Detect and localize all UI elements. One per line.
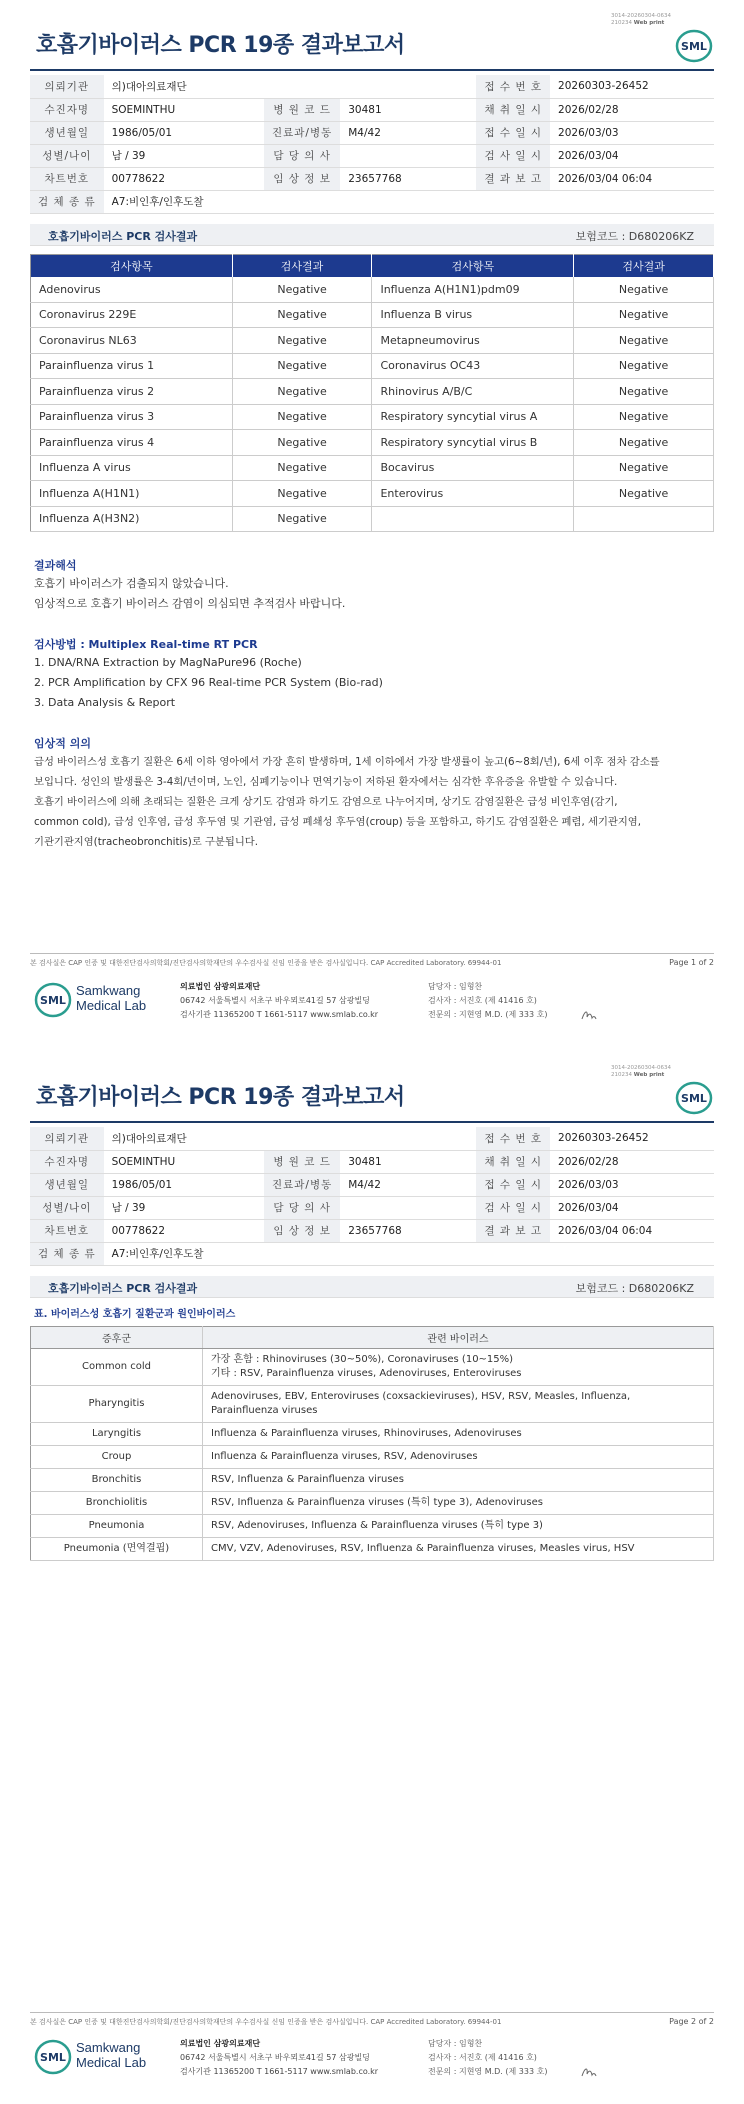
- org-address: 06742 서울특별시 서초구 바우뫼로41길 57 삼광빌딩: [180, 996, 370, 1005]
- test-item-cell: Influenza A(H1N1)pdm09: [372, 277, 574, 303]
- interpretation-heading: 결과해석: [34, 559, 77, 572]
- sex-age-value: 남 / 39: [104, 1196, 264, 1219]
- accreditation-note: 본 검사실은 CAP 인증 및 대한진단검사의학회/진단검사의학재단의 우수검사실 신임 인증을 받은 검사실입니다. CAP Accredited Laboratory. 69944-01: [30, 2018, 502, 2026]
- test-item-cell: Parainfluenza virus 2: [31, 379, 233, 405]
- specimen-value: A7:비인후/인후도찰: [104, 1242, 714, 1265]
- hospital-code-label: 병 원 코 드: [264, 98, 340, 121]
- chart-no-value: 00778622: [104, 1219, 264, 1242]
- staff-tester: 검사자 : 서진호 (제 41416 호): [428, 996, 537, 1005]
- table-row: [31, 302, 714, 328]
- method-step: 2. PCR Amplification by CFX 96 Real-time PCR System (Bio-rad): [34, 676, 383, 689]
- test-result-cell: Negative: [232, 277, 372, 303]
- test-item-cell: Influenza B virus: [372, 302, 574, 328]
- chart-no-value: 00778622: [104, 167, 264, 190]
- collect-date-label: 채 취 일 시: [476, 1150, 550, 1173]
- test-item-cell: Parainfluenza virus 4: [31, 430, 233, 456]
- test-result-cell: Negative: [232, 379, 372, 405]
- table-row: [31, 430, 714, 456]
- result-section-header: [30, 1276, 714, 1298]
- related-virus-cell: RSV, Influenza & Parainfluenza viruses (특히 type 3), Adenoviruses: [203, 1492, 714, 1515]
- footer-logo-mark: SML: [40, 994, 66, 1007]
- sml-footer-logo-icon: [34, 2037, 74, 2077]
- receipt-no-value: 20260303-26452: [550, 1127, 714, 1150]
- syndrome-cell: Pneumonia: [31, 1515, 203, 1538]
- test-result-cell: Negative: [574, 379, 714, 405]
- staff-specialist: 전문의 : 지현영 M.D. (제 333 호): [428, 1010, 548, 1019]
- test-result-cell: Negative: [232, 481, 372, 507]
- org-address: 06742 서울특별시 서초구 바우뫼로41길 57 삼광빌딩: [180, 2053, 370, 2062]
- footer-divider: [30, 953, 714, 954]
- accreditation-note: 본 검사실은 CAP 인증 및 대한진단검사의학회/진단검사의학재단의 우수검사실 신임 인증을 받은 검사실입니다. CAP Accredited Laboratory. 69944-01: [30, 959, 502, 967]
- test-item-cell: Respiratory syncytial virus B: [372, 430, 574, 456]
- staff-manager: 담당자 : 임형찬: [428, 2039, 483, 2048]
- significance-line: 호흡기 바이러스에 의해 초래되는 질환은 크게 상기도 감염과 하기도 감염으로 나누어지며, 상기도 감염질환은 급성 비인후염(감기,: [34, 796, 618, 808]
- method-heading: 검사방법 : Multiplex Real-time RT PCR: [34, 638, 258, 651]
- clinical-info-label: 임 상 정 보: [264, 1219, 340, 1242]
- results-table: [30, 254, 714, 532]
- staff-info: [428, 2037, 547, 2079]
- results-column-header: 검사결과: [232, 255, 372, 277]
- dept-label: 진료과/병동: [264, 121, 340, 144]
- test-result-cell: Negative: [574, 328, 714, 354]
- chart-no-label: 차트번호: [30, 167, 104, 190]
- test-item-cell: [372, 506, 574, 532]
- dept-value: M4/42: [340, 121, 476, 144]
- org-name: 의료법인 삼광의료재단: [180, 982, 261, 991]
- receipt-date-label: 접 수 일 시: [476, 1173, 550, 1196]
- receipt-no-label: 접 수 번 호: [476, 75, 550, 98]
- receipt-no-value: 20260303-26452: [550, 75, 714, 98]
- test-item-cell: Metapneumovirus: [372, 328, 574, 354]
- receipt-date-value: 2026/03/03: [550, 1173, 714, 1196]
- related-virus-cell: RSV, Influenza & Parainfluenza viruses: [203, 1469, 714, 1492]
- organization-info: [180, 980, 378, 1022]
- test-result-cell: Negative: [232, 328, 372, 354]
- web-print-id: 3014-20260304-0634: [611, 13, 671, 19]
- web-print-label: Web print: [633, 1072, 665, 1078]
- test-item-cell: Enterovirus: [372, 481, 574, 507]
- test-result-cell: [574, 506, 714, 532]
- test-item-cell: Bocavirus: [372, 455, 574, 481]
- patient-value: SOEMINTHU: [104, 98, 264, 121]
- test-result-cell: Negative: [574, 455, 714, 481]
- table-row: [31, 1386, 714, 1423]
- related-virus-cell: 가장 흔함 : Rhinoviruses (30~50%), Coronaviruses (10~15%) 기타 : RSV, Parainfluenza viruses, Adenoviruses, Enteroviruses: [203, 1349, 714, 1386]
- significance-line: common cold), 급성 인후염, 급성 후두염 및 기관염, 급성 폐쇄성 후두염(croup) 등을 포함하고, 하기도 감염질환은 폐렴, 세기관지염,: [34, 816, 642, 828]
- related-virus-cell: Influenza & Parainfluenza viruses, Rhinoviruses, Adenoviruses: [203, 1423, 714, 1446]
- web-print-label: Web print: [633, 20, 665, 26]
- page-number: Page 2 of 2: [669, 2017, 714, 2026]
- report-date-value: 2026/03/04 06:04: [550, 1219, 714, 1242]
- dept-label: 진료과/병동: [264, 1173, 340, 1196]
- requester-label: 의뢰기관: [30, 1127, 104, 1150]
- clinical-info-label: 임 상 정 보: [264, 167, 340, 190]
- test-result-cell: Negative: [574, 302, 714, 328]
- table-row: [31, 353, 714, 379]
- test-date-label: 검 사 일 시: [476, 144, 550, 167]
- test-item-cell: Coronavirus OC43: [372, 353, 574, 379]
- doctor-label: 담 당 의 사: [264, 1196, 340, 1219]
- staff-specialist: 전문의 : 지현영 M.D. (제 333 호): [428, 2067, 548, 2076]
- table-row: [31, 1446, 714, 1469]
- staff-info: [428, 980, 547, 1022]
- syndrome-cell: Bronchitis: [31, 1469, 203, 1492]
- specimen-value: A7:비인후/인후도찰: [104, 190, 714, 213]
- test-result-cell: Negative: [232, 430, 372, 456]
- test-item-cell: Influenza A(H3N2): [31, 506, 233, 532]
- related-virus-cell: Adenoviruses, EBV, Enteroviruses (coxsackieviruses), HSV, RSV, Measles, Influenza, Parainfluenza viruses: [203, 1386, 714, 1423]
- table-row: [31, 277, 714, 303]
- table-row: [31, 481, 714, 507]
- sml-logo-icon: [674, 1080, 714, 1116]
- report-title: 호흡기바이러스 PCR 19종 결과보고서: [36, 33, 405, 58]
- dob-label: 생년월일: [30, 1173, 104, 1196]
- significance-text: [34, 752, 714, 852]
- test-date-value: 2026/03/04: [550, 1196, 714, 1219]
- test-result-cell: Negative: [574, 430, 714, 456]
- table-row: [31, 506, 714, 532]
- table-row: [31, 1469, 714, 1492]
- requester-value: 의)대아의료재단: [104, 1127, 477, 1150]
- result-section-header: [30, 224, 714, 246]
- interpretation-text: [34, 574, 714, 614]
- table-row: [31, 1515, 714, 1538]
- table-row: [31, 379, 714, 405]
- test-date-value: 2026/03/04: [550, 144, 714, 167]
- disease-column-header: 관련 바이러스: [203, 1327, 714, 1349]
- dob-value: 1986/05/01: [104, 1173, 264, 1196]
- significance-line: 보입니다. 성인의 발생률은 3-4회/년이며, 노인, 심폐기능이나 면역기능이 저하된 환자에서는 심각한 후유증을 유발할 수 있습니다.: [34, 776, 618, 788]
- test-result-cell: Negative: [232, 302, 372, 328]
- test-result-cell: Negative: [574, 353, 714, 379]
- table-row: [31, 404, 714, 430]
- patient-label: 수진자명: [30, 98, 104, 121]
- sml-logo-icon: [674, 28, 714, 64]
- related-virus-cell: Influenza & Parainfluenza viruses, RSV, Adenoviruses: [203, 1446, 714, 1469]
- patient-value: SOEMINTHU: [104, 1150, 264, 1173]
- requester-label: 의뢰기관: [30, 75, 104, 98]
- brand-line-1: Samkwang: [76, 2040, 141, 2055]
- table-row: [31, 1423, 714, 1446]
- section-title: 호흡기바이러스 PCR 검사결과: [48, 230, 198, 243]
- collect-date-value: 2026/02/28: [550, 1150, 714, 1173]
- hospital-code-value: 30481: [340, 1150, 476, 1173]
- web-print-stamp: [611, 1065, 691, 1079]
- syndrome-cell: Pharyngitis: [31, 1386, 203, 1423]
- staff-tester: 검사자 : 서진호 (제 41416 호): [428, 2053, 537, 2062]
- table-row: [31, 328, 714, 354]
- interpretation-line: 임상적으로 호흡기 바이러스 감염이 의심되면 추적검사 바랍니다.: [34, 597, 346, 610]
- test-item-cell: Parainfluenza virus 1: [31, 353, 233, 379]
- significance-line: 기관기관지염(tracheobronchitis)로 구분됩니다.: [34, 836, 259, 848]
- method-step: 3. Data Analysis & Report: [34, 696, 176, 709]
- results-column-header: 검사결과: [574, 255, 714, 277]
- table-row: [31, 1492, 714, 1515]
- test-item-cell: Adenovirus: [31, 277, 233, 303]
- section-title: 호흡기바이러스 PCR 검사결과: [48, 1282, 198, 1295]
- test-result-cell: Negative: [232, 455, 372, 481]
- org-name: 의료법인 삼광의료재단: [180, 2039, 261, 2048]
- syndrome-cell: Pneumonia (면역결핍): [31, 1538, 203, 1561]
- doctor-label: 담 당 의 사: [264, 144, 340, 167]
- test-result-cell: Negative: [232, 506, 372, 532]
- test-item-cell: Respiratory syncytial virus A: [372, 404, 574, 430]
- collect-date-value: 2026/02/28: [550, 98, 714, 121]
- brand-line-2: Medical Lab: [76, 2055, 147, 2070]
- disease-column-header: 증후군: [31, 1327, 203, 1349]
- clinical-info-value: 23657768: [340, 167, 476, 190]
- org-contact: 검사기관 11365200 T 1661-5117 www.smlab.co.kr: [180, 2067, 379, 2076]
- receipt-date-value: 2026/03/03: [550, 121, 714, 144]
- syndrome-cell: Laryngitis: [31, 1423, 203, 1446]
- chart-no-label: 차트번호: [30, 1219, 104, 1242]
- receipt-no-label: 접 수 번 호: [476, 1127, 550, 1150]
- test-item-cell: Parainfluenza virus 3: [31, 404, 233, 430]
- page-number: Page 1 of 2: [669, 958, 714, 967]
- disease-table-title: 표. 바이러스성 호흡기 질환군과 원인바이러스: [34, 1309, 236, 1320]
- syndrome-cell: Croup: [31, 1446, 203, 1469]
- samkwang-logo: [34, 980, 164, 1024]
- sex-age-label: 성별/나이: [30, 1196, 104, 1219]
- receipt-date-label: 접 수 일 시: [476, 121, 550, 144]
- organization-info: [180, 2037, 378, 2079]
- test-date-label: 검 사 일 시: [476, 1196, 550, 1219]
- signature-icon: [580, 2065, 598, 2079]
- related-virus-cell: RSV, Adenoviruses, Influenza & Parainfluenza viruses (특히 type 3): [203, 1515, 714, 1538]
- syndrome-cell: Common cold: [31, 1349, 203, 1386]
- report-date-label: 결 과 보 고: [476, 167, 550, 190]
- significance-line: 급성 바이러스성 호흡기 질환은 6세 이하 영아에서 가장 흔히 발생하며, 1세 이하에서 가장 발생률이 높고(6~8회/년), 6세 이후 점차 감소를: [34, 756, 660, 768]
- brand-line-2: Medical Lab: [76, 998, 147, 1013]
- report-title: 호흡기바이러스 PCR 19종 결과보고서: [36, 1085, 405, 1110]
- insurance-code: 보험코드 : D680206KZ: [575, 230, 694, 243]
- results-column-header: 검사항목: [372, 255, 574, 277]
- patient-label: 수진자명: [30, 1150, 104, 1173]
- doctor-value: [340, 1196, 476, 1219]
- syndrome-cell: Bronchiolitis: [31, 1492, 203, 1515]
- test-item-cell: Rhinovirus A/B/C: [372, 379, 574, 405]
- test-result-cell: Negative: [574, 481, 714, 507]
- significance-heading: 임상적 의의: [34, 737, 91, 750]
- staff-manager: 담당자 : 임형찬: [428, 982, 483, 991]
- disease-virus-table: [30, 1326, 714, 1561]
- patient-info-table: [30, 1127, 714, 1266]
- results-column-header: 검사항목: [31, 255, 233, 277]
- specimen-label: 검 체 종 류: [30, 190, 104, 213]
- requester-value: 의)대아의료재단: [104, 75, 477, 98]
- specimen-label: 검 체 종 류: [30, 1242, 104, 1265]
- sex-age-label: 성별/나이: [30, 144, 104, 167]
- title-divider: [30, 69, 714, 71]
- clinical-info-value: 23657768: [340, 1219, 476, 1242]
- org-contact: 검사기관 11365200 T 1661-5117 www.smlab.co.kr: [180, 1010, 379, 1019]
- collect-date-label: 채 취 일 시: [476, 98, 550, 121]
- signature-icon: [580, 1008, 598, 1022]
- table-row: [31, 455, 714, 481]
- doctor-value: [340, 144, 476, 167]
- table-row: [31, 1538, 714, 1561]
- method-step: 1. DNA/RNA Extraction by MagNaPure96 (Roche): [34, 656, 302, 669]
- dob-label: 생년월일: [30, 121, 104, 144]
- test-result-cell: Negative: [232, 353, 372, 379]
- hospital-code-label: 병 원 코 드: [264, 1150, 340, 1173]
- patient-info-table: [30, 75, 714, 214]
- samkwang-logo: [34, 2037, 164, 2081]
- test-result-cell: Negative: [232, 404, 372, 430]
- test-result-cell: Negative: [574, 277, 714, 303]
- title-divider: [30, 1121, 714, 1123]
- method-list: [34, 653, 714, 713]
- sml-footer-logo-icon: [34, 980, 74, 1020]
- table-row: [31, 1349, 714, 1386]
- related-virus-cell: CMV, VZV, Adenoviruses, RSV, Influenza & Parainfluenza viruses, Measles virus, HSV: [203, 1538, 714, 1561]
- insurance-code: 보험코드 : D680206KZ: [575, 1282, 694, 1295]
- web-print-code: 210234: [611, 20, 632, 26]
- report-date-label: 결 과 보 고: [476, 1219, 550, 1242]
- logo-mark-text: SML: [681, 1092, 707, 1105]
- logo-mark-text: SML: [681, 40, 707, 53]
- test-item-cell: Influenza A virus: [31, 455, 233, 481]
- sex-age-value: 남 / 39: [104, 144, 264, 167]
- test-result-cell: Negative: [574, 404, 714, 430]
- web-print-code: 210234: [611, 1072, 632, 1078]
- test-item-cell: Coronavirus NL63: [31, 328, 233, 354]
- dob-value: 1986/05/01: [104, 121, 264, 144]
- report-page-2: [0, 1052, 744, 2104]
- footer-logo-mark: SML: [40, 2051, 66, 2064]
- footer-divider: [30, 2012, 714, 2013]
- web-print-id: 3014-20260304-0634: [611, 1065, 671, 1071]
- dept-value: M4/42: [340, 1173, 476, 1196]
- test-item-cell: Influenza A(H1N1): [31, 481, 233, 507]
- report-date-value: 2026/03/04 06:04: [550, 167, 714, 190]
- brand-line-1: Samkwang: [76, 983, 141, 998]
- hospital-code-value: 30481: [340, 98, 476, 121]
- interpretation-line: 호흡기 바이러스가 검출되지 않았습니다.: [34, 577, 229, 590]
- web-print-stamp: [611, 13, 691, 27]
- test-item-cell: Coronavirus 229E: [31, 302, 233, 328]
